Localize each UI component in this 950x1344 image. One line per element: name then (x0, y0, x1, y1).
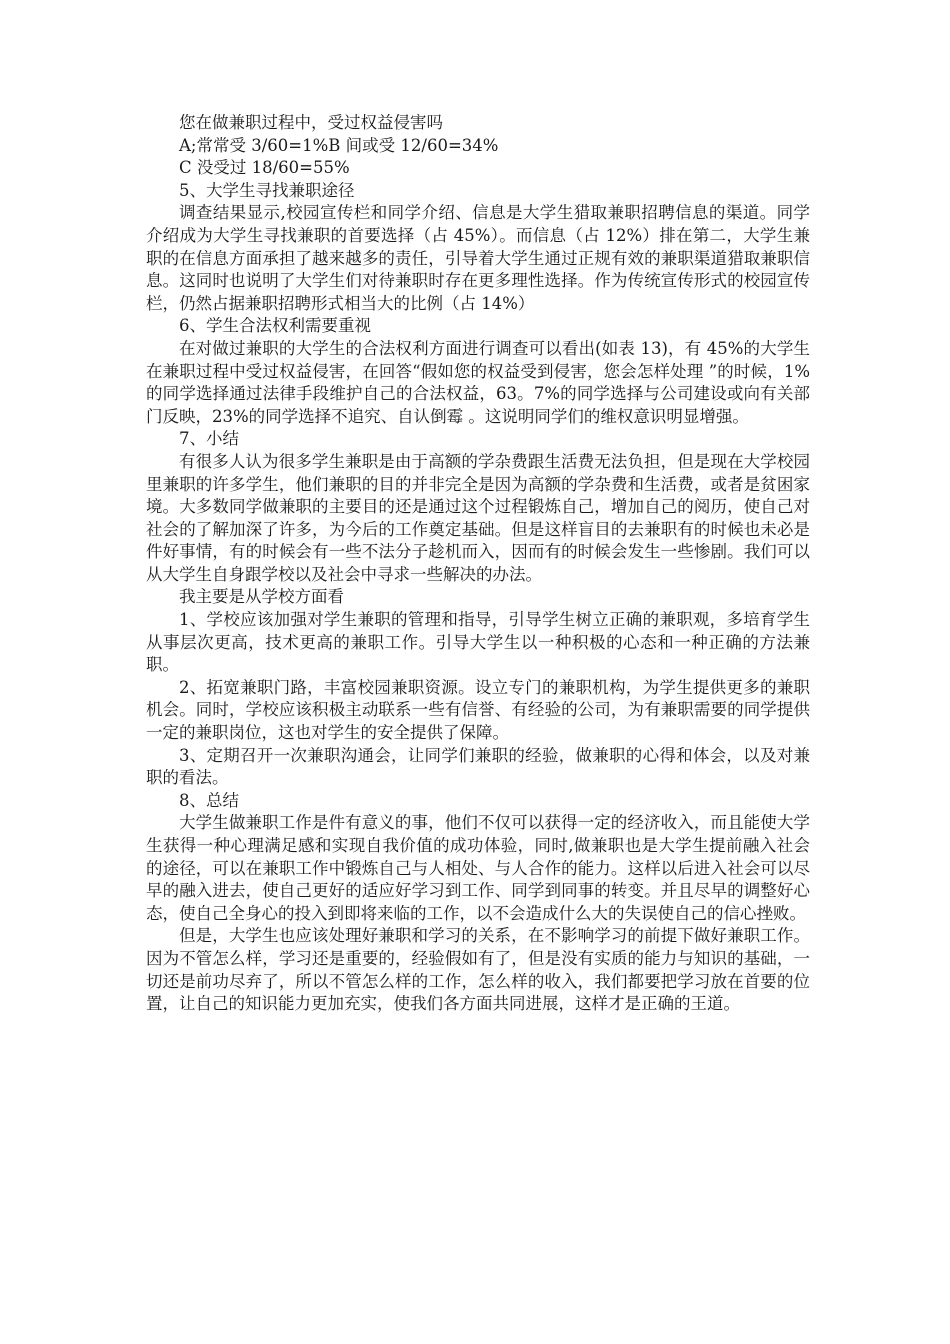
survey-question: 您在做兼职过程中，受过权益侵害吗 (179, 113, 443, 132)
school-perspective-line: 我主要是从学校方面看 (179, 587, 344, 607)
section-heading-6: 6、学生合法权利需要重视 (179, 316, 371, 336)
section-body-5: 调查结果显示,校园宣传栏和同学介绍、信息是大学生猎取兼职招聘信息的渠道。同学介绍成为大学生寻找兼职的首要选择（占 45%）。而信息（占 12%）排在第二，大学生兼职的在信息方面承担了越来越多的责任，引导着大学生通过正规有效的兼职渠道猎取兼职信息。这同时也说明了大学生们对待兼职时存在更多理性选择。作为传统宣传形式的校园宣传栏，仍然占据兼职招聘形式相当大的比例（占 14%） (146, 203, 810, 313)
section-body-6: 在对做过兼职的大学生的合法权利方面进行调查可以看出(如表 13)，有 45%的大学生在兼职过程中受过权益侵害，在回答“假如您的权益受到侵害，您会怎样处理 ”的时候，1%的同学选择通过法律手段维护自己的合法权益，63。7%的同学选择与公司建设或向有关部门反映，23%的同学选择不追究、自认倒霉 。这说明同学们的维权意识明显增强。 (146, 338, 810, 426)
conclusion-paragraph-1: 大学生做兼职工作是件有意义的事，他们不仅可以获得一定的经济收入，而且能使大学生获得一种心理满足感和实现自我价值的成功体验，同时,做兼职也是大学生提前融入社会的途径，可以在兼职工作中锻炼自己与人相处、与人合作的能力。这样以后进入社会可以尽早的融入进去，使自己更好的适应好学习到工作、同学到同事的转变。并且尽早的调整好心态，使自己全身心的投入到即将来临的工作，以不会造成什么大的失误使自己的信心挫败。 (146, 813, 810, 923)
section-heading-8: 8、总结 (179, 790, 239, 810)
section-body-7: 有很多人认为很多学生兼职是由于高额的学杂费跟生活费无法负担，但是现在大学校园里兼职的许多学生，他们兼职的目的并非完全是因为高额的学杂费和生活费，或者是贫困家境。大多数同学做兼职的主要目的还是通过这个过程锻炼自己，增加自己的阅历，使自己对社会的了解加深了许多，为今后的工作奠定基础。但是这样盲目的去兼职有的时候也未必是件好事情，有的时候会有一些不法分子趁机而入，因而有的时候会发生一些惨剧。我们可以从大学生自身跟学校以及社会中寻求一些解决的办法。 (146, 451, 810, 584)
document-page (146, 112, 810, 1016)
suggestion-item-3: 3、定期召开一次兼职沟通会，让同学们兼职的经验，做兼职的心得和体会，以及对兼职的看法。 (146, 745, 810, 788)
suggestion-item-2: 2、拓宽兼职门路，丰富校园兼职资源。设立专门的兼职机构，为学生提供更多的兼职机会。同时，学校应该积极主动联系一些有信誉、有经验的公司，为有兼职需要的同学提供一定的兼职岗位，这也对学生的安全提供了保障。 (146, 677, 810, 743)
survey-options-ab: A;常常受 3/60=1%B 间或受 12/60=34% (179, 135, 499, 155)
suggestion-item-1: 1、学校应该加强对学生兼职的管理和指导，引导学生树立正确的兼职观，多培育学生从事层次更高，技术更高的兼职工作。引导大学生以一种积极的心态和一种正确的方法兼职。 (146, 610, 810, 675)
conclusion-paragraph-2: 但是，大学生也应该处理好兼职和学习的关系，在不影响学习的前提下做好兼职工作。因为不管怎么样，学习还是重要的，经验假如有了，但是没有实质的能力与知识的基础，一切还是前功尽弃了，所以不管怎么样的工作，怎么样的收入，我们都要把学习放在首要的位置，让自己的知识能力更加充实，使我们各方面共同进展，这样才是正确的王道。 (146, 926, 810, 1014)
section-heading-5: 5、大学生寻找兼职途径 (179, 180, 355, 200)
section-heading-7: 7、小结 (179, 429, 239, 449)
survey-option-c: C 没受过 18/60=55% (179, 158, 350, 178)
